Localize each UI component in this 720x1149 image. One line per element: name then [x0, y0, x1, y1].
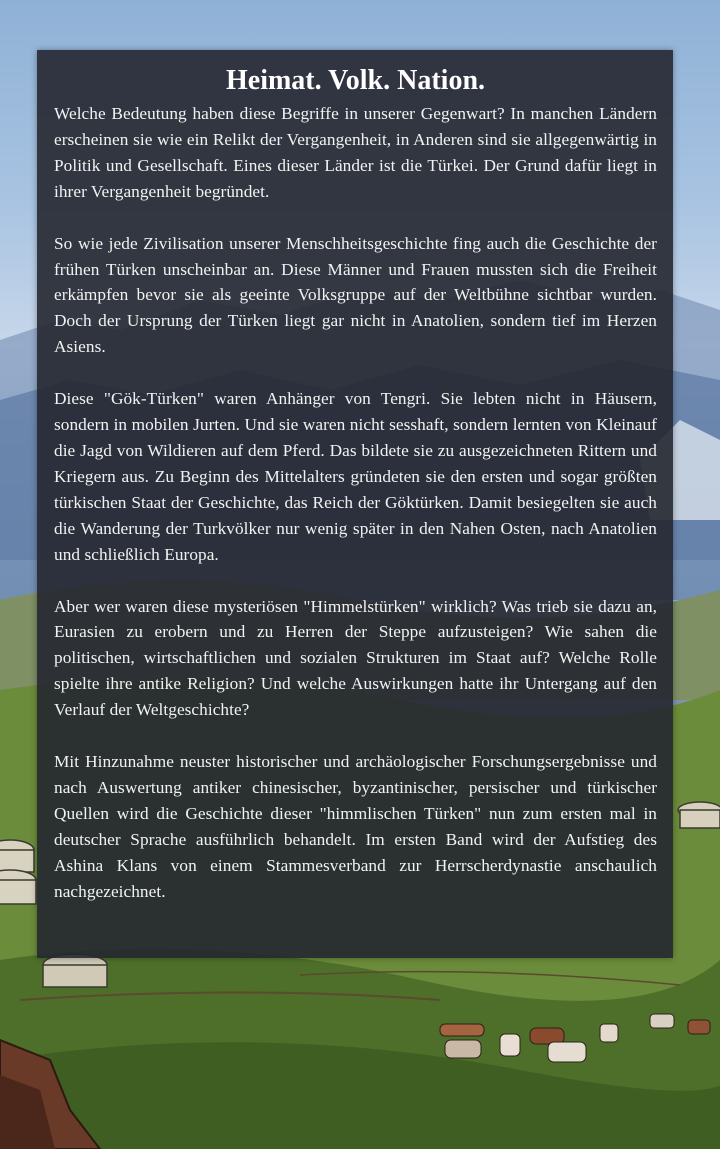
description-panel: [37, 50, 673, 958]
paragraph-1: Welche Bedeutung haben diese Begriffe in unserer Gegenwart? In manchen Ländern erscheinen sie wie ein Relikt der Vergangenheit, in Anderen sind sie allgegenwärtig in Politik und Gesellschaft. Eines dieser Länder ist die Türkei. Der Grund dafür liegt in ihrer Vergangenheit begründet.: [54, 104, 657, 201]
yurt-right: [678, 802, 720, 828]
paragraph-3: Diese "Gök-Türken" waren Anhänger von Tengri. Sie lebten nicht in Häusern, sondern in mobilen Jurten. Und sie waren nicht sesshaft, sondern lernten von Kleinauf die Jagd von Wildieren auf dem Pferd. Das bildete sie zu ausgezeichneten Rittern und Kriegern aus. Zu Beginn des Mittelalters gründeten sie den ersten und sogar größten türkischen Staat der Geschichte, das Reich der Göktürken. Damit besiegelten sie auch die Wanderung der Turkvölker nur wenig später in den Nahen Osten, nach Anatolien und schließlich Europa.: [54, 389, 657, 564]
yurt-left: [0, 840, 36, 904]
yurt-bottom: [43, 954, 107, 987]
panel-title: Heimat. Volk. Nation.: [225, 65, 486, 96]
paragraph-5: Mit Hinzunahme neuster historischer und archäologischer Forschungsergebnisse und nach Auswertung antiker chinesischer, byzantinischer, persischer und türkischer Quellen wird die Geschichte dieser "himmlischen Türken" nun zum ersten mal in deutscher Sprache ausführlich behandelt. Im ersten Band wird der Aufstieg des Ashina Klans von einem Stammesverband zur Herrscherdynastie anschaulich nachgezeichnet.: [54, 752, 657, 901]
paragraph-4: Aber wer waren diese mysteriösen "Himmelstürken" wirklich? Was trieb sie dazu an, Eurasien zu erobern und zu Herren der Steppe aufzusteigen? Wie sahen die politischen, wirtschaftlichen und sozialen Strukturen im Staat auf? Welche Rolle spielte ihre antike Religion? Und welche Auswirkungen hatte ihr Untergang auf den Verlauf der Weltgeschichte?: [54, 596, 657, 720]
paragraph-2: So wie jede Zivilisation unserer Menschheitsgeschichte fing auch die Geschichte der frühen Türken unscheinbar an. Diese Männer und Frauen mussten sich die Freiheit erkämpfen bevor sie als geeinte Volksgruppe auf der Weltbühne sichtbar wurden. Doch der Ursprung der Türken liegt gar nicht in Anatolien, sondern tief im Herzen Asiens.: [54, 233, 657, 357]
